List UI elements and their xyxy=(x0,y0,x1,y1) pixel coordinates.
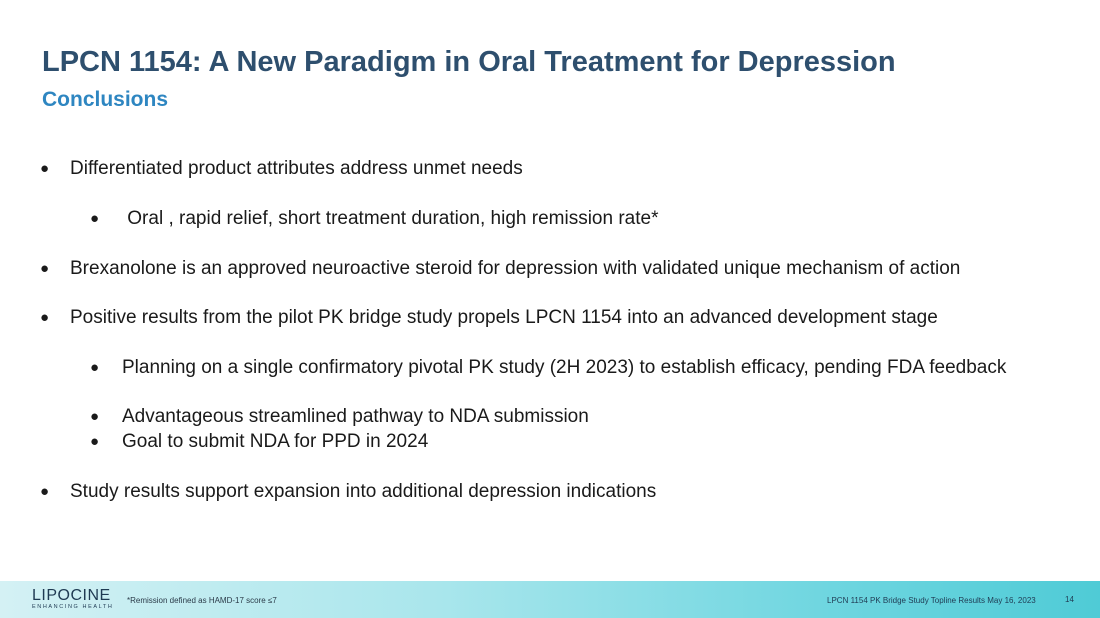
logo-tagline: ENHANCING HEALTH xyxy=(32,604,114,610)
bullet-text: Advantageous streamlined pathway to NDA submission xyxy=(122,406,589,427)
sub-bullet-item xyxy=(90,207,1022,231)
company-logo xyxy=(32,587,114,611)
sub-bullet-item xyxy=(90,356,1012,380)
bullet-dot-icon: ● xyxy=(90,359,100,376)
bullet-dot-icon: ● xyxy=(90,408,100,425)
bullet-dot-icon: ● xyxy=(90,210,100,227)
footnote: *Remission defined as HAMD-17 score ≤7 xyxy=(127,596,277,605)
footer-bar xyxy=(0,581,1100,618)
bullet-dot-icon: ● xyxy=(40,160,50,177)
bullet-text: Planning on a single confirmatory pivotal PK study (2H 2023) to establish efficacy, pending FDA feedback xyxy=(122,357,1007,378)
bullet-item xyxy=(40,306,938,330)
bullet-text: Goal to submit NDA for PPD in 2024 xyxy=(122,431,429,452)
bullet-dot-icon: ● xyxy=(40,309,50,326)
logo-wordmark: LIPOCINE xyxy=(32,587,111,604)
slide-subtitle: Conclusions xyxy=(42,88,169,111)
bullet-dot-icon: ● xyxy=(90,433,100,450)
sub-bullet-item xyxy=(90,430,1022,454)
bullet-text: Oral , rapid relief, short treatment duration, high remission rate* xyxy=(122,208,659,229)
bullet-text: Differentiated product attributes address unmet needs xyxy=(70,158,523,179)
bullet-dot-icon: ● xyxy=(40,483,50,500)
bullet-dot-icon: ● xyxy=(40,260,50,277)
bullet-text: Brexanolone is an approved neuroactive steroid for depression with validated unique mechanism of action xyxy=(70,258,961,279)
presentation-label: LPCN 1154 PK Bridge Study Topline Results May 16, 2023 xyxy=(827,596,1036,605)
bullet-text: Study results support expansion into additional depression indications xyxy=(70,481,657,502)
bullet-item xyxy=(40,257,960,281)
page-number: 14 xyxy=(1065,595,1074,604)
bullet-text: Positive results from the pilot PK bridge study propels LPCN 1154 into an advanced development stage xyxy=(70,307,938,328)
sub-bullet-item xyxy=(90,405,1022,429)
bullet-item xyxy=(40,157,523,181)
slide-title: LPCN 1154: A New Paradigm in Oral Treatment for Depression xyxy=(42,46,896,78)
bullet-item xyxy=(40,480,656,504)
